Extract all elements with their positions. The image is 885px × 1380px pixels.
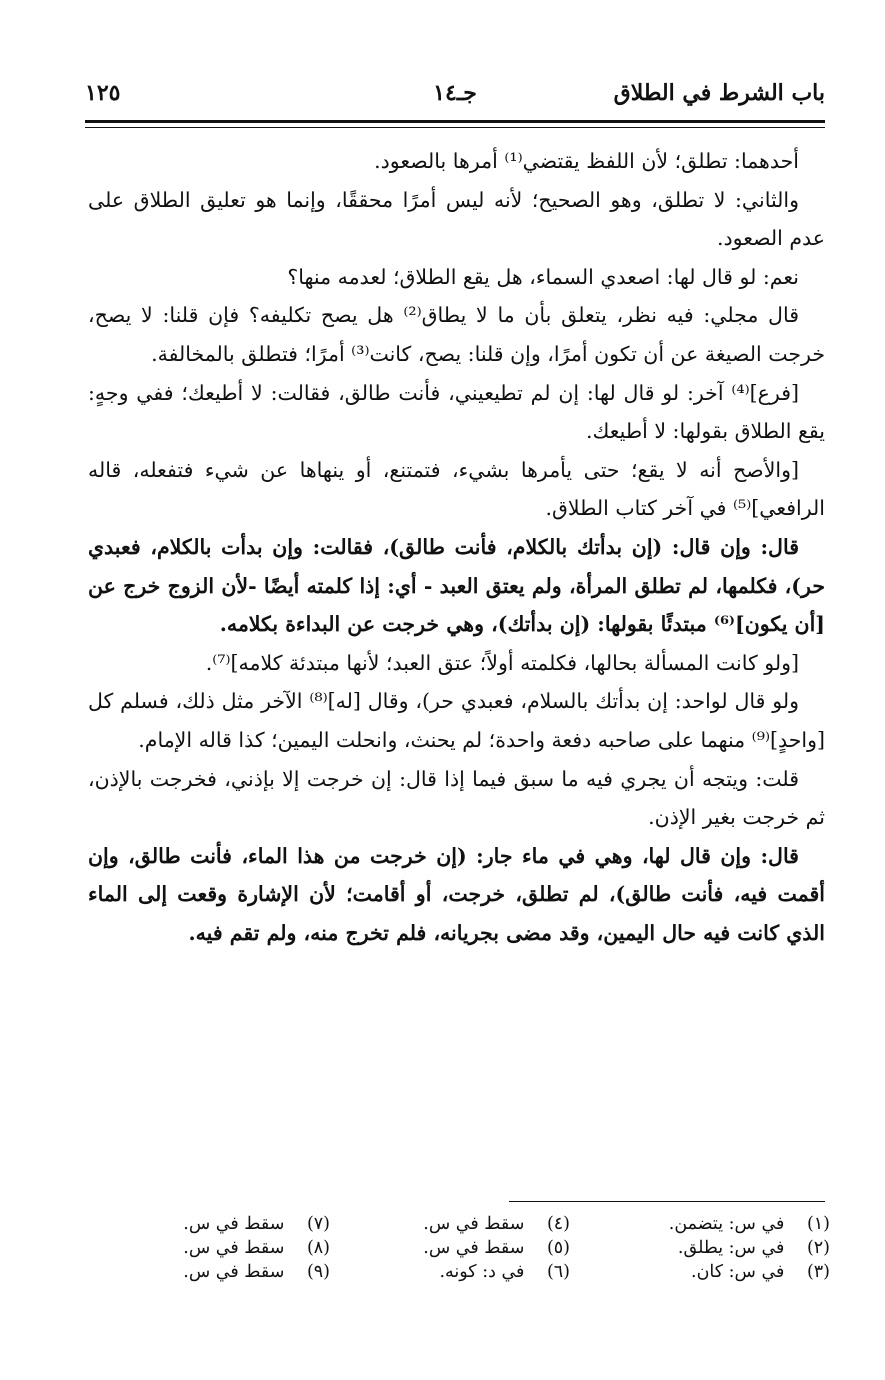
main-text (88, 142, 825, 952)
paragraph: ولو قال لواحد: إن بدأتك بالسلام، فعبدي حر)، وقال [له]⁽⁸⁾ الآخر مثل ذلك، فسلم كل [واحدٍ]⁽⁹⁾ منهما على صاحبه دفعة واحدة؛ لم يحنث، وانحلت اليمين؛ كذا قاله الإمام. (88, 689, 825, 752)
footnote-column-1 (610, 1212, 830, 1284)
footnote-number: (٩) (306, 1262, 330, 1282)
footnote-text: سقط في س. (423, 1238, 525, 1258)
paragraph: أحدهما: تطلق؛ لأن اللفظ يقتضي⁽¹⁾ أمرها بالصعود. (374, 149, 799, 173)
header-rule-thin (85, 127, 825, 128)
footnote-number: (٦) (546, 1262, 570, 1282)
footnote-number: (٥) (546, 1238, 570, 1258)
paragraph: [والأصح أنه لا يقع؛ حتى يأمرها بشيء، فتمتنع، أو ينهاها عن شيء فتفعله، قاله الرافعي]⁽⁵⁾ في آخر كتاب الطلاق. (88, 457, 825, 521)
footnote (610, 1260, 830, 1284)
footnote-text: سقط في س. (183, 1238, 285, 1258)
volume-label: جـ١٤ (433, 80, 477, 106)
footnote-text: سقط في س. (183, 1214, 285, 1234)
paragraph: قال: وإن قال لها، وهي في ماء جار: (إن خرجت من هذا الماء، فأنت طالق، وإن أقمت فيه، فأنت طالق)، لم تطلق، خرجت، أو أقامت؛ لأن الإشارة وقعت إلى الماء الذي كانت فيه حال اليمين، وقد مضى بجريانه، فلم تخرج منه، ولم تقم فيه. (88, 843, 825, 945)
page-number: ١٢٥ (85, 80, 121, 106)
footnote-number: (٣) (806, 1262, 830, 1282)
footnote (110, 1260, 330, 1284)
footnote (110, 1236, 330, 1260)
footnote-separator (509, 1201, 825, 1202)
paragraph: قال: وإن قال: (إن بدأتك بالكلام، فأنت طالق)، فقالت: وإن بدأت بالكلام، فعبدي حر)، فكلمها، لم تطلق المرأة، ولم يعتق العبد - أي: إذا كلمته أيضًا -لأن الزوج خرج عن [أن يكون]⁽⁶⁾ مبتدئًا بقولها: (إن بدأتك)، وهي خرجت عن البداءة بكلامه. (88, 534, 825, 637)
footnote (350, 1236, 570, 1260)
paragraph: قلت: ويتجه أن يجري فيه ما سبق فيما إذا قال: إن خرجت إلا بإذني، فخرجت بالإذن، ثم خرجت بغير الإذن. (88, 766, 825, 830)
footnote (110, 1212, 330, 1236)
paragraph: [ولو كانت المسألة بحالها، فكلمته أولاً؛ عتق العبد؛ لأنها مبتدئة كلامه]⁽⁷⁾. (205, 650, 799, 675)
footnote-text: سقط في س. (183, 1262, 285, 1282)
paragraph: والثاني: لا تطلق، وهو الصحيح؛ لأنه ليس أمرًا محققًا، وإنما هو تعليق الطلاق على عدم الصعود. (88, 187, 825, 251)
footnote-column-3 (110, 1212, 330, 1284)
footnote (350, 1212, 570, 1236)
footnote (350, 1260, 570, 1284)
footnote-text: في س: كان. (691, 1262, 785, 1282)
running-header (85, 80, 825, 120)
footnote-number: (١) (806, 1214, 830, 1234)
footnote-text: سقط في س. (423, 1214, 525, 1234)
footnote-text: في س: يتضمن. (668, 1214, 785, 1234)
footnote-column-2 (350, 1212, 570, 1284)
paragraph: قال مجلي: فيه نظر، يتعلق بأن ما لا يطاق⁽²⁾ هل يصح تكليفه؟ فإن قلنا: لا يصح، خرجت الصيغة عن أن تكون أمرًا، وإن قلنا: يصح، كانت⁽³⁾ أمرًا؛ فتطلق بالمخالفة. (88, 303, 825, 366)
paragraph: نعم: لو قال لها: اصعدي السماء، هل يقع الطلاق؛ لعدمه منها؟ (287, 264, 799, 289)
footnote-number: (٨) (306, 1238, 330, 1258)
paragraph: [فرع]⁽⁴⁾ آخر: لو قال لها: إن لم تطيعيني، فأنت طالق، فقالت: لا أطيعك؛ ففي وجهٍ: يقع الطلاق بقولها: لا أطيعك. (88, 380, 825, 444)
footnote (610, 1236, 830, 1260)
footnote-text: في س: يطلق. (677, 1238, 785, 1258)
footnote (610, 1212, 830, 1236)
header-rule-thick (85, 120, 825, 123)
footnote-number: (٢) (806, 1238, 830, 1258)
footnote-number: (٧) (306, 1214, 330, 1234)
chapter-title: باب الشرط في الطلاق (613, 80, 825, 106)
footnote-number: (٤) (546, 1214, 570, 1234)
footnote-text: في د: كونه. (439, 1262, 525, 1282)
